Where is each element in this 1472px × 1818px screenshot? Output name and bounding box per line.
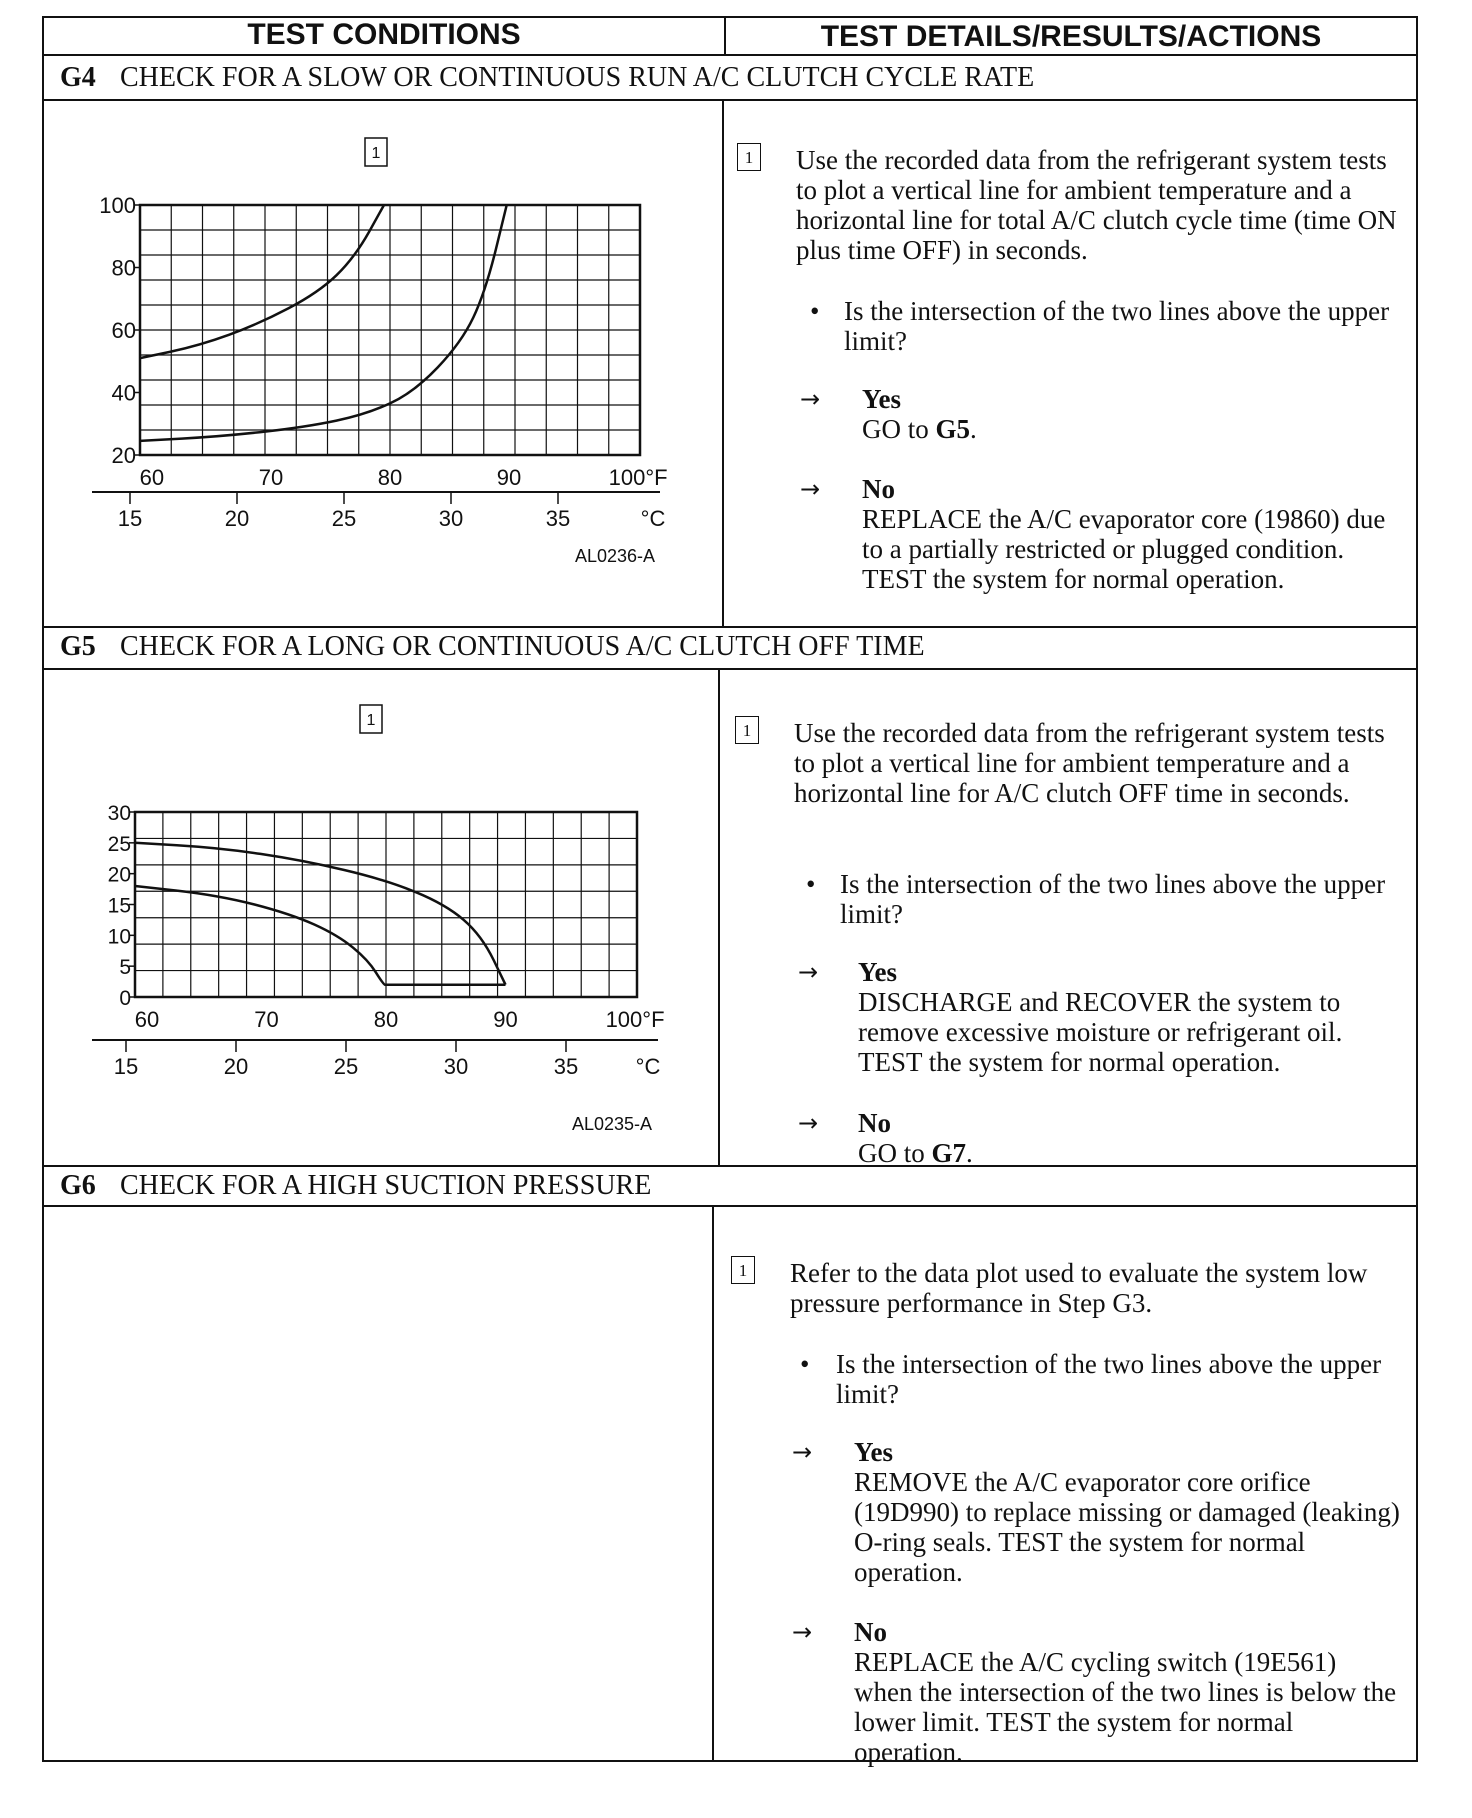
g4-title-text: CHECK FOR A SLOW OR CONTINUOUS RUN A/C CLUTCH CYCLE RATE (120, 62, 1035, 93)
g6-yes-label: Yes (854, 1437, 893, 1467)
g4-section-title (60, 58, 1034, 98)
g6-step-box: 1 (731, 1256, 755, 1284)
g5-section-title (60, 627, 925, 667)
y-tick-label: 25 (107, 832, 131, 856)
g5-title-bottom-border (42, 668, 1418, 670)
y-tick-label: 60 (111, 318, 136, 343)
g5-bullet-dot: • (806, 869, 816, 899)
x-tick-label-fahrenheit: 90 (493, 1007, 518, 1032)
g5-no-label: No (858, 1108, 891, 1138)
g4-no-label: No (862, 474, 895, 504)
x-tick-label-fahrenheit: 70 (254, 1007, 279, 1032)
y-tick-label: 20 (111, 443, 136, 468)
g4-yes-pre: GO to (862, 414, 936, 444)
g6-no-arrow-icon: → (792, 1618, 813, 1646)
x-tick-label-fahrenheit: 90 (496, 465, 522, 490)
g5-divider (718, 668, 720, 1167)
x-tick-label-fahrenheit: 100°F (608, 465, 668, 490)
g6-divider (712, 1205, 714, 1762)
celsius-unit-label: °C (640, 506, 666, 531)
g5-yes-label: Yes (858, 957, 897, 987)
g5-question: Is the intersection of the two lines above the upper limit? (840, 869, 1386, 929)
g4-yes-post: . (970, 414, 977, 444)
g6-step-id: G6 (60, 1170, 96, 1201)
test-details-header: TEST DETAILS/RESULTS/ACTIONS (820, 20, 1322, 53)
g4-question: Is the intersection of the two lines above the upper limit? (844, 296, 1390, 356)
y-tick-label: 80 (111, 255, 136, 281)
g6-yes-text: REMOVE the A/C evaporator core orifice (19D990) to replace missing or damaged (leaking) O-ring seals. TEST the system for normal operation. (854, 1467, 1400, 1587)
x-tick-label-fahrenheit: 80 (377, 465, 403, 490)
g6-question: Is the intersection of the two lines above the upper limit? (836, 1349, 1382, 1409)
table-right-border (1416, 16, 1418, 1762)
g4-no-arrow-icon: → (800, 475, 821, 503)
g5-yes-answer (858, 957, 1404, 1077)
x-tick-label-celsius: 15 (117, 506, 143, 531)
g6-yes-arrow-icon: → (792, 1438, 813, 1466)
g4-no-text: REPLACE the A/C evaporator core (19860) due to a partially restricted or plugged condition. TEST the system for normal operation. (862, 504, 1386, 594)
g4-clutch-cycle-chart (60, 120, 700, 580)
figure-step-number: 1 (366, 712, 376, 729)
g5-no-post: . (966, 1138, 973, 1168)
x-tick-label-celsius: 25 (331, 506, 357, 531)
x-tick-label-fahrenheit: 100°F (605, 1007, 665, 1032)
y-tick-label: 40 (111, 380, 136, 406)
x-tick-label-celsius: 30 (443, 1054, 469, 1079)
x-tick-label-celsius: 35 (553, 1054, 579, 1079)
g4-yes-arrow-icon: → (800, 385, 821, 413)
x-tick-label-celsius: 20 (224, 506, 250, 531)
g6-no-text: REPLACE the A/C cycling switch (19E561) when the intersection of the two lines is below the lower limit. TEST the system for normal operation. (854, 1647, 1397, 1767)
y-tick-label: 20 (107, 863, 131, 887)
figure-id-label: AL0235-A (571, 1114, 652, 1134)
g5-no-answer (858, 1108, 1404, 1168)
x-tick-label-fahrenheit: 60 (139, 465, 165, 490)
y-tick-label: 100 (99, 193, 136, 218)
g6-bullet-dot: • (800, 1349, 810, 1379)
g5-clutch-off-time-chart (60, 690, 700, 1150)
y-tick-label: 0 (119, 987, 131, 1010)
g5-instruction: Use the recorded data from the refrigerant system tests to plot a vertical line for ambient temperature and a horizontal line for A/C clutch OFF time in seconds. (794, 718, 1385, 808)
figure-id-label: AL0236-A (574, 546, 655, 566)
x-tick-label-celsius: 15 (113, 1054, 139, 1079)
x-tick-label-celsius: 30 (438, 506, 464, 531)
table-left-border (42, 16, 44, 1762)
g4-bullet-dot: • (810, 296, 820, 326)
g4-step-id: G4 (60, 62, 96, 93)
x-tick-label-celsius: 20 (223, 1054, 249, 1079)
x-tick-label-celsius: 25 (333, 1054, 359, 1079)
g5-no-ref: G7 (931, 1138, 967, 1168)
g6-no-answer (854, 1617, 1400, 1767)
test-conditions-header: TEST CONDITIONS (247, 18, 521, 51)
g5-yes-arrow-icon: → (798, 958, 819, 986)
y-tick-label: 10 (107, 925, 131, 949)
g5-no-pre: GO to (858, 1138, 932, 1168)
x-tick-label-celsius: 35 (545, 506, 571, 531)
figure-step-number: 1 (371, 145, 381, 162)
g5-no-arrow-icon: → (798, 1109, 819, 1137)
g5-yes-text: DISCHARGE and RECOVER the system to remove excessive moisture or refrigerant oil. TEST the system for normal operation. (858, 987, 1343, 1077)
g4-divider (722, 99, 724, 628)
g6-title-text: CHECK FOR A HIGH SUCTION PRESSURE (120, 1170, 652, 1201)
g4-title-bottom-border (42, 99, 1418, 101)
g6-section-title (60, 1166, 651, 1206)
g4-instruction: Use the recorded data from the refrigerant system tests to plot a vertical line for ambient temperature and a horizontal line for total A/C clutch cycle time (time ON plus time OFF) in seconds. (796, 145, 1397, 265)
g4-no-answer (862, 474, 1402, 594)
series-line-upper-limit (140, 205, 384, 358)
g6-no-label: No (854, 1617, 887, 1647)
y-tick-label: 30 (107, 802, 131, 825)
g4-yes-label: Yes (862, 384, 901, 414)
g4-yes-ref: G5 (935, 414, 971, 444)
celsius-unit-label: °C (635, 1054, 661, 1079)
g5-title-text: CHECK FOR A LONG OR CONTINUOUS A/C CLUTCH OFF TIME (120, 631, 925, 662)
x-tick-label-fahrenheit: 70 (258, 465, 284, 490)
g6-instruction: Refer to the data plot used to evaluate the system low pressure performance in Step G3. (790, 1258, 1368, 1318)
y-tick-label: 5 (119, 956, 131, 980)
g4-yes-answer (862, 384, 1402, 444)
x-tick-label-fahrenheit: 80 (373, 1007, 399, 1032)
y-tick-label: 15 (107, 894, 131, 918)
x-tick-label-fahrenheit: 60 (134, 1007, 160, 1032)
g5-step-box: 1 (735, 716, 759, 744)
g6-yes-answer (854, 1437, 1400, 1587)
g5-step-id: G5 (60, 631, 96, 662)
g4-step-box: 1 (737, 143, 761, 171)
